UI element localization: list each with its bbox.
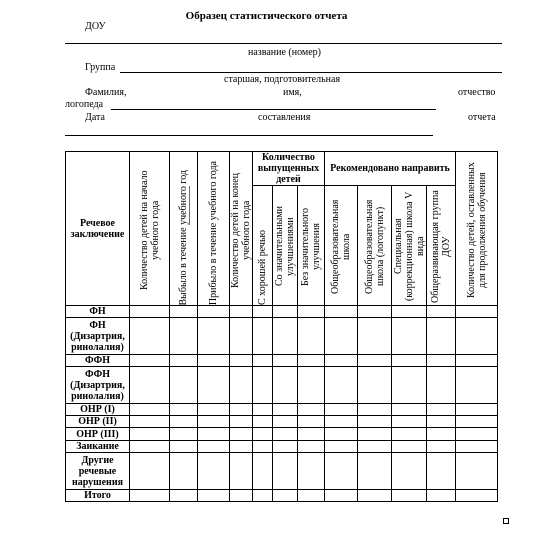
- data-cell[interactable]: [253, 428, 273, 441]
- table-row: [66, 416, 498, 428]
- data-cell[interactable]: [427, 318, 456, 355]
- data-cell[interactable]: [298, 441, 325, 453]
- data-cell[interactable]: [170, 441, 198, 453]
- data-cell[interactable]: [198, 490, 230, 502]
- data-cell[interactable]: [253, 367, 273, 404]
- data-cell[interactable]: [456, 428, 498, 441]
- data-cell[interactable]: [392, 490, 427, 502]
- data-cell[interactable]: [358, 318, 392, 355]
- col-arrived-during-year: Прибыло в течение учебного года: [198, 152, 230, 306]
- data-cell[interactable]: [325, 441, 358, 453]
- data-cell[interactable]: [298, 428, 325, 441]
- data-cell[interactable]: [427, 441, 456, 453]
- data-cell[interactable]: [273, 367, 298, 404]
- data-cell[interactable]: [298, 416, 325, 428]
- data-cell[interactable]: [392, 367, 427, 404]
- data-cell[interactable]: [298, 453, 325, 490]
- dou-fill-line[interactable]: [65, 43, 502, 44]
- data-cell[interactable]: [170, 428, 198, 441]
- name-label: имя,: [283, 87, 302, 98]
- data-cell[interactable]: [456, 490, 498, 502]
- data-cell[interactable]: [273, 318, 298, 355]
- data-cell[interactable]: [456, 416, 498, 428]
- col-end-year: Количество детей на конец учебного года: [230, 152, 253, 306]
- data-cell[interactable]: [358, 306, 392, 318]
- released-children-header: Количество выпущенных детей: [253, 152, 325, 186]
- col-special-school: Специальная (коррекционная) школа V вида: [392, 186, 427, 306]
- data-cell[interactable]: [273, 441, 298, 453]
- data-cell[interactable]: [170, 490, 198, 502]
- data-cell[interactable]: [273, 306, 298, 318]
- data-cell[interactable]: [130, 428, 170, 441]
- data-cell[interactable]: [130, 453, 170, 490]
- patronymic-label: отчество: [458, 87, 496, 98]
- data-cell[interactable]: [298, 318, 325, 355]
- col-remaining-children: Количество детей, оставленных для продолжения обучения: [456, 152, 498, 306]
- table-row: [66, 453, 498, 490]
- data-cell[interactable]: [358, 404, 392, 416]
- data-cell[interactable]: [253, 490, 273, 502]
- data-cell[interactable]: [170, 318, 198, 355]
- data-cell[interactable]: [325, 355, 358, 367]
- data-cell[interactable]: [325, 428, 358, 441]
- speech-conclusion-header: Речевое заключение: [66, 152, 130, 306]
- data-cell[interactable]: [170, 453, 198, 490]
- data-cell[interactable]: [253, 453, 273, 490]
- data-cell[interactable]: [230, 428, 253, 441]
- data-cell[interactable]: [253, 404, 273, 416]
- data-cell[interactable]: [198, 367, 230, 404]
- col-general-group: Общеразвивающая группа ДОУ: [427, 186, 456, 306]
- data-cell[interactable]: [253, 306, 273, 318]
- data-cell[interactable]: [230, 404, 253, 416]
- data-cell[interactable]: [198, 306, 230, 318]
- table-row: [66, 428, 498, 441]
- data-cell[interactable]: [230, 416, 253, 428]
- table-row: [66, 318, 498, 355]
- speech-therapist-fill-line[interactable]: [111, 109, 436, 110]
- date-fill-line[interactable]: [65, 135, 433, 136]
- data-cell[interactable]: [392, 355, 427, 367]
- data-cell[interactable]: [298, 490, 325, 502]
- resize-handle[interactable]: [503, 518, 509, 524]
- data-cell[interactable]: [130, 490, 170, 502]
- data-cell[interactable]: [273, 428, 298, 441]
- group-label: Группа: [85, 62, 116, 73]
- data-cell[interactable]: [170, 367, 198, 404]
- data-cell[interactable]: [198, 441, 230, 453]
- data-cell[interactable]: [358, 355, 392, 367]
- data-cell[interactable]: [298, 367, 325, 404]
- data-cell[interactable]: [427, 306, 456, 318]
- data-cell[interactable]: [325, 416, 358, 428]
- surname-label: Фамилия,: [85, 87, 127, 98]
- data-cell[interactable]: [198, 453, 230, 490]
- group-fill-line[interactable]: [120, 72, 502, 73]
- data-cell[interactable]: [253, 355, 273, 367]
- row-label: ОНР (I): [66, 404, 130, 416]
- data-cell[interactable]: [325, 404, 358, 416]
- data-cell[interactable]: [273, 453, 298, 490]
- row-label: Заикание: [66, 441, 130, 453]
- col-good-speech: С хорошей речью: [253, 186, 273, 306]
- data-cell[interactable]: [392, 416, 427, 428]
- data-cell[interactable]: [298, 404, 325, 416]
- data-cell[interactable]: [392, 318, 427, 355]
- row-label: ОНР (II): [66, 416, 130, 428]
- data-cell[interactable]: [358, 367, 392, 404]
- table-row: [66, 490, 498, 502]
- data-cell[interactable]: [456, 367, 498, 404]
- data-cell[interactable]: [298, 306, 325, 318]
- dou-label: ДОУ: [85, 21, 106, 32]
- data-cell[interactable]: [298, 355, 325, 367]
- data-cell[interactable]: [427, 453, 456, 490]
- data-cell[interactable]: [198, 355, 230, 367]
- data-cell[interactable]: [427, 428, 456, 441]
- data-cell[interactable]: [325, 490, 358, 502]
- row-label: ФФН (Дизартрия, ринолалия): [66, 367, 130, 404]
- name-number-hint: название (номер): [248, 47, 321, 58]
- data-cell[interactable]: [273, 404, 298, 416]
- data-cell[interactable]: [130, 441, 170, 453]
- data-cell[interactable]: [170, 306, 198, 318]
- data-cell[interactable]: [253, 318, 273, 355]
- data-cell[interactable]: [230, 490, 253, 502]
- recommended-header: Рекомендовано направить: [325, 152, 456, 186]
- data-cell[interactable]: [130, 404, 170, 416]
- data-cell[interactable]: [358, 416, 392, 428]
- data-cell[interactable]: [358, 441, 392, 453]
- data-cell[interactable]: [392, 428, 427, 441]
- table-row: [66, 441, 498, 453]
- data-cell[interactable]: [253, 441, 273, 453]
- data-cell[interactable]: [230, 367, 253, 404]
- data-cell[interactable]: [170, 404, 198, 416]
- data-cell[interactable]: [392, 306, 427, 318]
- data-cell[interactable]: [427, 490, 456, 502]
- data-cell[interactable]: [273, 355, 298, 367]
- data-cell[interactable]: [427, 416, 456, 428]
- col-left-during-year: Выбыло в течение учебного год: [170, 152, 198, 306]
- data-cell[interactable]: [358, 453, 392, 490]
- data-cell[interactable]: [198, 318, 230, 355]
- data-cell[interactable]: [230, 306, 253, 318]
- data-cell[interactable]: [358, 428, 392, 441]
- data-cell[interactable]: [358, 490, 392, 502]
- data-cell[interactable]: [230, 453, 253, 490]
- data-cell[interactable]: [130, 306, 170, 318]
- col-school-logopunkt: Общеобразовательная школа (логопункт): [358, 186, 392, 306]
- data-cell[interactable]: [230, 441, 253, 453]
- data-cell[interactable]: [253, 416, 273, 428]
- table-row: [66, 355, 498, 367]
- data-cell[interactable]: [130, 367, 170, 404]
- data-cell[interactable]: [230, 318, 253, 355]
- row-label: ФН (Дизартрия, ринолалия): [66, 318, 130, 355]
- data-cell[interactable]: [456, 355, 498, 367]
- data-cell[interactable]: [456, 453, 498, 490]
- col-no-significant-improvement: Без значительного улучшения: [298, 186, 325, 306]
- data-cell[interactable]: [198, 416, 230, 428]
- table-row: [66, 306, 498, 318]
- data-cell[interactable]: [392, 404, 427, 416]
- data-cell[interactable]: [392, 441, 427, 453]
- row-label: Другие речевые нарушения: [66, 453, 130, 490]
- data-cell[interactable]: [427, 404, 456, 416]
- data-cell[interactable]: [273, 490, 298, 502]
- speech-therapist-label: логопеда: [65, 99, 104, 110]
- compiled-label: составления: [258, 112, 311, 123]
- row-label: ОНР (III): [66, 428, 130, 441]
- data-cell[interactable]: [198, 428, 230, 441]
- group-hint: старшая, подготовительная: [224, 74, 341, 85]
- data-cell[interactable]: [325, 318, 358, 355]
- data-cell[interactable]: [170, 355, 198, 367]
- data-cell[interactable]: [456, 318, 498, 355]
- report-label: отчета: [468, 112, 496, 123]
- data-cell[interactable]: [130, 416, 170, 428]
- data-cell[interactable]: [325, 453, 358, 490]
- data-cell[interactable]: [130, 355, 170, 367]
- col-start-year: Количество детей на начало учебного года: [130, 152, 170, 306]
- data-cell[interactable]: [456, 404, 498, 416]
- data-cell[interactable]: [427, 355, 456, 367]
- row-label: Итого: [66, 490, 130, 502]
- table-row: [66, 404, 498, 416]
- col-significant-improvement: Со значительными улучшениями: [273, 186, 298, 306]
- col-general-school: Общеобразовательная школа: [325, 186, 358, 306]
- document-title: Образец статистического отчета: [185, 10, 348, 22]
- data-cell[interactable]: [325, 367, 358, 404]
- row-label: ФФН: [66, 355, 130, 367]
- data-cell[interactable]: [427, 367, 456, 404]
- date-label: Дата: [85, 112, 105, 123]
- data-cell[interactable]: [325, 306, 358, 318]
- table-body: [66, 306, 498, 502]
- data-cell[interactable]: [170, 416, 198, 428]
- data-cell[interactable]: [392, 453, 427, 490]
- data-cell[interactable]: [456, 306, 498, 318]
- statistics-table: [65, 151, 498, 502]
- table-row: [66, 367, 498, 404]
- data-cell[interactable]: [130, 318, 170, 355]
- data-cell[interactable]: [198, 404, 230, 416]
- row-label: ФН: [66, 306, 130, 318]
- data-cell[interactable]: [456, 441, 498, 453]
- data-cell[interactable]: [230, 355, 253, 367]
- data-cell[interactable]: [273, 416, 298, 428]
